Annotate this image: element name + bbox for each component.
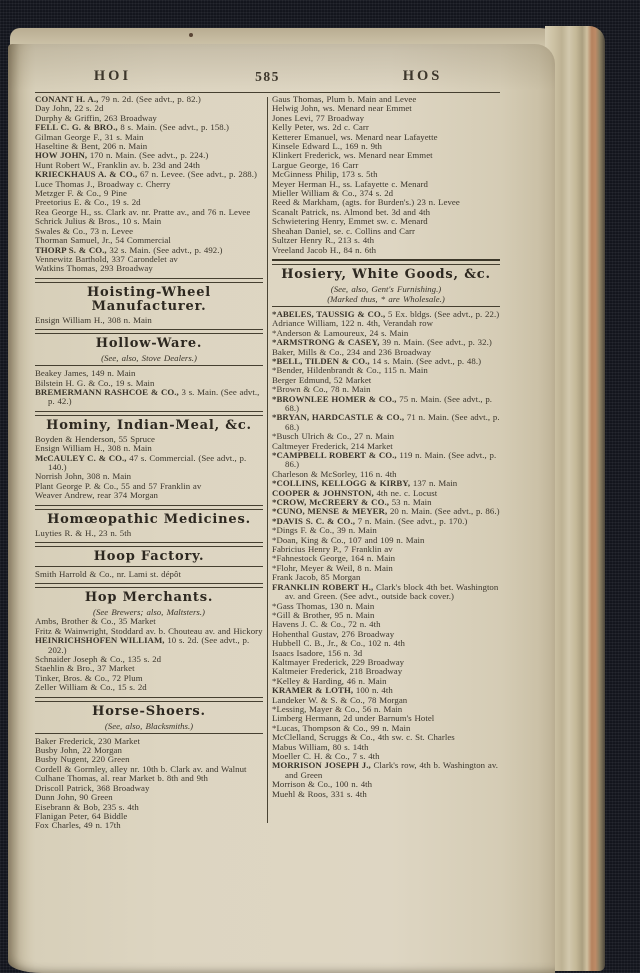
directory-entry: Largue George, 16 Carr [272,159,359,170]
header-rule [35,92,500,93]
section-heading: Hosiery, White Goods, &c. [281,266,491,282]
directory-entry: *Lessing, Mayer & Co., 56 n. Main [272,703,403,714]
directory-entry: COOPER & JOHNSTON, 4th ne. c. Locust [272,487,438,498]
directory-entry: Caltmeyer Frederick, 214 Market [272,440,393,451]
directory-entry: *CROW, McCREERY & CO., 53 n. Main [272,497,432,508]
directory-entry: Plant George P. & Co., 55 and 57 Franklin av [35,480,202,491]
directory-entry: Boyden & Henderson, 55 Spruce [35,433,155,444]
directory-entry: Busby John, 22 Morgan [35,745,122,756]
directory-entry: Fritz & Wainwright, Stoddard av. b. Chouteau av. and Hickory [35,625,263,636]
directory-entry: Schwietering Henry, Emmet sw. c. Menard [272,216,428,227]
directory-entry: *ARMSTRONG & CASEY, 39 n. Main. (See advt., p. 32.) [272,337,492,348]
directory-entry: Mieller William & Co., 374 s. 2d [272,188,394,199]
directory-entry: Staehlin & Bro., 37 Market [35,663,135,674]
directory-entry: Hohenthal Gustav, 276 Broadway [272,628,395,639]
directory-entry: Ambs, Brother & Co., 35 Market [35,616,156,627]
section-heading: Hop Merchants. [84,590,214,606]
directory-entry: Swales & Co., 73 n. Levee [35,225,134,236]
directory-entry: Baker, Mills & Co., 234 and 236 Broadway [272,346,432,357]
directory-entry: *BELL, TILDEN & CO., 14 s. Main. (See advt., p. 48.) [272,355,482,366]
directory-entry: KRIECKHAUS A. & CO., 67 n. Levee. (See advt., p. 288.) [35,169,257,180]
section-cross-reference-note: (See, also, Blacksmiths.) [104,720,194,731]
directory-entry: Norrish John, 308 n. Main [35,471,132,482]
directory-entry: Frank Jacob, 85 Morgan [272,572,361,583]
directory-entry: Mabus William, 80 s. 14th [272,741,369,752]
directory-entry: Muehl & Roos, 331 s. 4th [272,788,367,799]
directory-entry: Durphy & Griffin, 263 Broadway [35,112,157,123]
directory-entry: *Kelley & Harding, 46 n. Main [272,675,387,686]
section-divider [35,566,263,567]
directory-entry: Helwig John, ws. Menard near Emmet [272,103,412,114]
section-divider [35,733,263,734]
directory-entry: Gaus Thomas, Plum b. Main and Levee [272,94,417,104]
left-column [35,95,263,831]
directory-entry: Jones Levi, 77 Broadway [272,112,365,123]
directory-entry: Eisebrann & Bob, 235 s. 4th [35,801,139,812]
directory-entry: FELL C. G. & BRO., 8 s. Main. (See advt., p. 158.) [35,122,229,133]
section-cross-reference-note: (See, also, Stove Dealers.) [101,353,197,364]
directory-entry: Schrick Julius & Bros., 10 s. Main [35,216,162,227]
section-heading: Homœopathic Medicines. [47,511,251,527]
directory-entry: *ABELES, TAUSSIG & CO., 5 Ex. bldgs. (See advt., p. 22.) [272,308,500,319]
directory-entry: *Anderson & Lamoureux, 24 s. Main [272,327,409,338]
directory-entry: Day John, 22 s. 2d [35,103,104,114]
directory-entry: Fabricius Henry P., 7 Franklin av [272,544,393,555]
directory-entry: Morrison & Co., 100 n. 4th [272,779,373,790]
column-divider [267,97,268,823]
directory-entry: Kelly Peter, ws. 2d c. Carr [272,122,369,133]
directory-entry: Ketterer Emanuel, ws. Menard near Lafayette [272,131,438,142]
directory-entry: McCAULEY C. & CO., 47 s. Commercial. (See advt., p. 140.) [35,452,247,472]
directory-page [8,44,555,973]
directory-entry: Sheahan Daniel, se. c. Collins and Carr [272,225,415,236]
page-content [8,44,555,831]
directory-entry: *COLLINS, KELLOGG & KIRBY, 137 n. Main [272,478,458,489]
directory-entry: Zeller William & Co., 15 s. 2d [35,682,147,693]
directory-entry: Metzger F. & Co., 9 Pine [35,188,127,199]
directory-entry: Gilman George F., 31 s. Main [35,131,144,142]
directory-entry: *Bender, Hildenbrandt & Co., 115 n. Main [272,365,428,376]
directory-entry: Watkins Thomas, 293 Broadway [35,263,153,274]
directory-entry: Ensign William H., 308 n. Main [35,443,152,454]
directory-entry: Culhane Thomas, al. rear Market b. 8th and 9th [35,773,208,784]
section-divider [35,329,263,334]
directory-entry: Kinsele Edward L., 169 n. 9th [272,141,382,152]
directory-entry: Driscoll Patrick, 368 Broadway [35,782,150,793]
section-divider [35,505,263,510]
directory-entry: Reed & Markham, (agts. for Burden's.) 23 n. Levee [272,197,460,208]
directory-entry: *Busch Ulrich & Co., 27 n. Main [272,431,395,442]
directory-entry: Klinkert Frederick, ws. Menard near Emmet [272,150,433,161]
right-column [272,95,500,831]
section-divider [35,583,263,588]
column-layout [35,95,500,831]
directory-entry: Meyer Herman H., ss. Lafayette c. Menard [272,178,428,189]
section-heading: Hollow-Ware. [95,336,203,352]
directory-entry: Baker Frederick, 230 Market [35,735,140,746]
directory-entry: Cordell & Gormley, alley nr. 10th b. Clark av. and Walnut [35,763,247,774]
directory-entry: Vreeland Jacob H., 84 n. 6th [272,244,377,255]
directory-entry: *Lucas, Thompson & Co., 99 n. Main [272,722,411,733]
directory-entry: Havens J. C. & Co., 72 n. 4th [272,619,381,630]
section-divider [272,306,500,307]
directory-entry: *Brown & Co., 78 n. Main [272,384,371,395]
directory-entry: Flanigan Peter, 64 Biddle [35,810,128,821]
directory-entry: *BROWNLEE HOMER & CO., 75 n. Main. (See advt., p. 68.) [272,393,493,413]
directory-entry: Beakey James, 149 n. Main [35,368,136,379]
section-cross-reference-note: (Marked thus, * are Wholesale.) [327,293,445,304]
directory-entry: Hunt Robert W., Franklin av. b. 23d and 24th [35,159,200,170]
directory-entry: Limberg Hermann, 2d under Barnum's Hotel [272,713,435,724]
directory-entry: Moeller C. H. & Co., 7 s. 4th [272,751,380,761]
directory-entry: CONANT H. A., 79 n. 2d. (See advt., p. 82.) [35,94,201,104]
section-cross-reference-note: (See Brewers; also, Maltsters.) [93,607,205,618]
directory-entry: Charleson & McSorley, 116 n. 4th [272,468,397,479]
ink-speck [189,33,193,37]
section-heading: Hoop Factory. [93,549,205,564]
section-divider [35,542,263,547]
directory-entry: Scanalt Patrick, ns. Almond bet. 3d and 4th [272,206,431,217]
directory-entry: Schnaider Joseph & Co., 135 s. 2d [35,654,162,665]
directory-entry: BREMERMANN RASHCOE & CO., 3 s. Main. (See advt., p. 42.) [35,386,260,407]
directory-entry: Adriance William, 122 n. 4th, Verandah row [272,318,434,329]
section-divider [35,278,263,283]
directory-entry: McClelland, Scruggs & Co., 4th sw. c. St. Charles [272,732,455,743]
section-heading: Hoisting-Wheel Manufacturer. [86,284,212,314]
directory-entry: Vennewitz Barthold, 337 Carondelet av [35,253,178,264]
directory-entry: *Gill & Brother, 95 n. Main [272,609,375,620]
directory-entry: THORP S. & CO., 32 s. Main. (See advt., p. 492.) [35,244,223,255]
directory-entry: Fox Charles, 49 n. 17th [35,820,121,831]
directory-entry: *CUNO, MENSE & MEYER, 20 n. Main. (See advt., p. 86.) [272,506,500,517]
directory-entry: McGinness Philip, 173 s. 5th [272,169,378,180]
directory-entry: Bilstein H. G. & Co., 19 s. Main [35,377,155,388]
catchword-left: HOI [93,68,132,84]
directory-entry: *CAMPBELL ROBERT & CO., 119 n. Main. (See advt., p. 86.) [272,450,497,470]
directory-entry: Hubbell C. B., Jr., & Co., 102 n. 4th [272,638,405,649]
directory-entry: Dunn John, 90 Green [35,792,113,803]
directory-entry: Busby Nugent, 220 Green [35,754,130,765]
directory-entry: *DAVIS S. C. & CO., 7 n. Main. (See advt., p. 170.) [272,515,468,526]
section-divider [272,259,500,265]
directory-entry: Isaacs Isadore, 156 n. 3d [272,647,363,658]
directory-entry: Sultzer Henry R., 213 s. 4th [272,235,375,246]
directory-entry: *Fahnestock George, 164 n. Main [272,553,396,564]
section-heading: Hominy, Indian-Meal, &c. [46,417,252,433]
section-divider [35,697,263,702]
directory-entry: Smith Harrold & Co., nr. Lami st. dépôt [35,569,181,579]
directory-entry: *Dings F. & Co., 39 n. Main [272,525,377,536]
directory-entry: HOW JOHN, 170 n. Main. (See advt., p. 224.) [35,150,209,161]
running-head [35,68,500,85]
directory-entry: Thorman Samuel, Jr., 54 Commercial [35,235,171,246]
directory-entry: Weaver Andrew, rear 374 Morgan [35,490,158,501]
section-divider [35,411,263,416]
section-divider [35,365,263,366]
section-cross-reference-note: (See, also, Gent's Furnishing.) [330,283,442,294]
directory-entry: Luyties R. & H., 23 n. 5th [35,527,132,538]
directory-entry: HEINRICHSHOFEN WILLIAM, 10 s. 2d. (See advt., p. 202.) [35,635,250,655]
directory-entry: Rea George H., ss. Clark av. nr. Pratte av., and 76 n. Levee [35,206,251,217]
directory-entry: Tinker, Bros. & Co., 72 Plum [35,672,143,683]
catchword-right: HOS [402,68,443,84]
directory-entry: Haseltine & Bent, 206 n. Main [35,141,148,152]
directory-entry: Kaltmayer Frederick, 229 Broadway [272,656,405,667]
directory-entry: Luce Thomas J., Broadway c. Cherry [35,178,171,189]
directory-entry: *Flohr, Meyer & Weil, 8 n. Main [272,562,393,573]
directory-entry: *Gass Thomas, 130 n. Main [272,600,375,611]
directory-entry: MORRISON JOSEPH J., Clark's row, 4th b. Washington av. and Green [272,760,498,780]
directory-entry: *Doan, King & Co., 107 and 109 n. Main [272,534,425,545]
directory-entry: Kaltmeier Frederick, 218 Broadway [272,666,403,677]
directory-entry: Berger Edmund, 52 Market [272,374,372,385]
page-number: 585 [255,69,280,84]
directory-entry: Ensign William H., 308 n. Main [35,314,152,325]
directory-entry: KRAMER & LOTH, 100 n. 4th [272,685,393,696]
directory-entry: FRANKLIN ROBERT H., Clark's block 4th bet. Washington av. and Green. (See advt., outside back cover.) [272,581,499,602]
directory-entry: Landeker W. & S. & Co., 78 Morgan [272,694,408,705]
section-heading: Horse-Shoers. [92,703,206,719]
directory-entry: Preetorius E. & Co., 19 s. 2d [35,197,141,208]
directory-entry: *BRYAN, HARDCASTLE & CO., 71 n. Main. (See advt., p. 68.) [272,412,500,432]
